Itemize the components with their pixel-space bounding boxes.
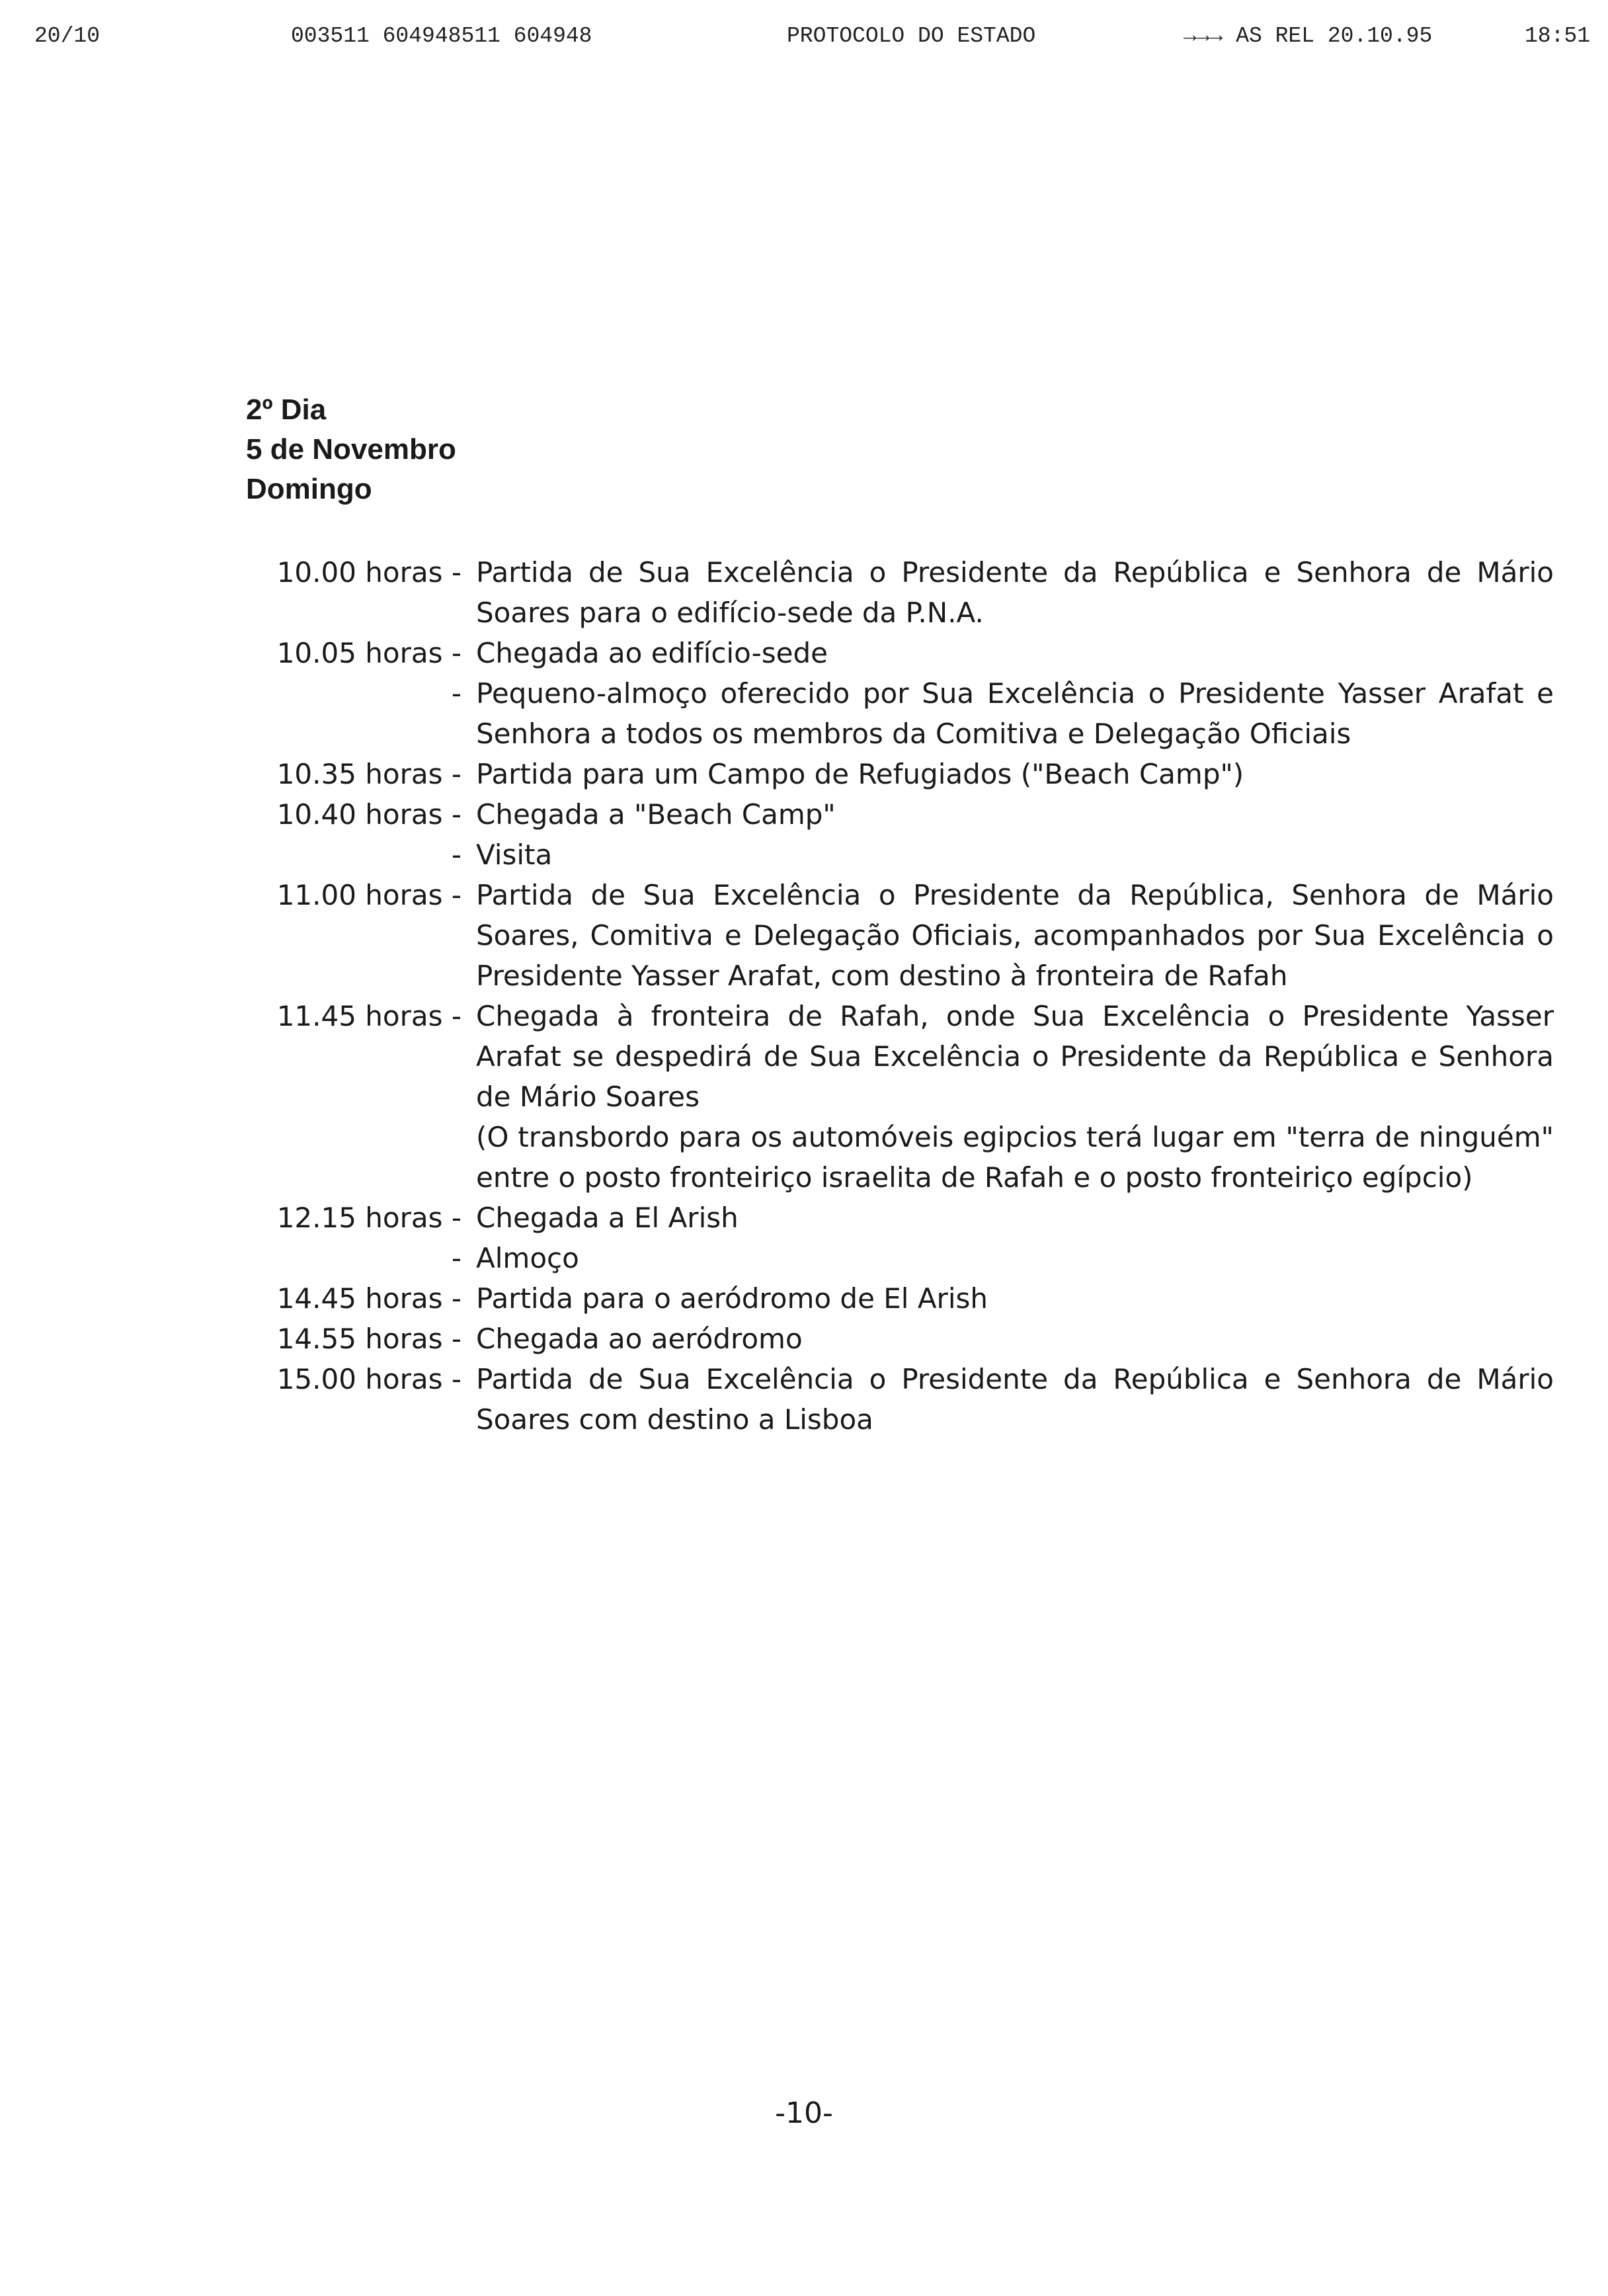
schedule-description [476, 552, 1554, 633]
day-number: 2º Dia [246, 393, 327, 426]
schedule-entry [238, 552, 1554, 633]
day-heading [246, 390, 456, 509]
schedule-time: 12.15 horas - [276, 1202, 462, 1234]
schedule-entry [238, 633, 1554, 673]
schedule-description-line: Chegada ao edifício-sede [476, 637, 828, 669]
schedule-description [476, 875, 1554, 996]
schedule-entry [238, 754, 1554, 794]
schedule-description [476, 633, 1554, 673]
schedule-description-line: Chegada a El Arish [476, 1202, 739, 1234]
schedule-entry [238, 794, 1554, 835]
schedule-description [476, 835, 1554, 875]
day-date: 5 de Novembro [246, 433, 456, 466]
schedule-description-line: Partida para o aeródromo de El Arish [476, 1282, 988, 1315]
schedule-description [476, 1238, 1554, 1278]
schedule-time: 10.00 horas - [276, 556, 462, 589]
schedule-description-line: Chegada a "Beach Camp" [476, 798, 836, 831]
schedule-time: 10.40 horas - [276, 798, 462, 831]
schedule-description [476, 794, 1554, 835]
day-weekday: Domingo [246, 473, 372, 505]
schedule-description [476, 1278, 1554, 1319]
schedule-entry [238, 1238, 1554, 1278]
schedule-description-line: (O transbordo para os automóveis egipcios terá lugar em "terra de ninguém" entre o posto fronteiriço israelita de Rafah e o posto fronteiriço egípcio) [476, 1121, 1554, 1194]
schedule-time: 10.35 horas - [276, 758, 462, 790]
schedule-description [476, 673, 1554, 754]
schedule-time: - [451, 1242, 462, 1274]
schedule-description [476, 1359, 1554, 1440]
schedule-entry [238, 1278, 1554, 1319]
schedule-description-line: Partida de Sua Excelência o Presidente da República e Senhora de Mário Soares para o edifício-sede da P.N.A. [476, 556, 1554, 629]
schedule-description-line: Partida de Sua Excelência o Presidente da República e Senhora de Mário Soares com destino a Lisboa [476, 1363, 1554, 1436]
schedule-description-line: Chegada ao aeródromo [476, 1323, 803, 1355]
schedule-time: 15.00 horas - [276, 1363, 462, 1395]
schedule-description-line: Partida de Sua Excelência o Presidente da República, Senhora de Mário Soares, Comitiva e Delegação Oficiais, acompanhados por Sua Excelência o Presidente Yasser Arafat, com destino à fronteira de Rafah [476, 879, 1554, 992]
schedule-description [476, 754, 1554, 794]
schedule-time: 14.45 horas - [276, 1282, 462, 1315]
schedule-time: 11.00 horas - [276, 879, 462, 911]
schedule-entry [238, 835, 1554, 875]
fax-date: 20/10 [34, 24, 100, 48]
schedule-time: 10.05 horas - [276, 637, 462, 669]
schedule-entry [238, 673, 1554, 754]
schedule-description-line: Chegada à fronteira de Rafah, onde Sua Excelência o Presidente Yasser Arafat se despedirá de Sua Excelência o Presidente da República e Senhora de Mário Soares [476, 1000, 1554, 1113]
fax-phone-numbers: 003511 604948511 604948 [291, 24, 592, 48]
schedule-description [476, 996, 1554, 1198]
schedule-time: 11.45 horas - [276, 1000, 462, 1032]
schedule-description-line: Visita [476, 839, 553, 871]
schedule-description-line: Pequeno-almoço oferecido por Sua Excelência o Presidente Yasser Arafat e Senhora a todos os membros da Comitiva e Delegação Oficiais [476, 677, 1554, 750]
schedule-description-line: Almoço [476, 1242, 579, 1274]
fax-time: 18:51 [1525, 24, 1591, 48]
schedule-entry [238, 996, 1554, 1198]
page-number: -10- [775, 2096, 833, 2130]
schedule-time: 14.55 horas - [276, 1323, 462, 1355]
schedule-entry [238, 875, 1554, 996]
schedule-entry [238, 1319, 1554, 1359]
schedule-description [476, 1319, 1554, 1359]
schedule-time: - [451, 677, 462, 710]
schedule-entry [238, 1359, 1554, 1440]
schedule-description-line: Partida para um Campo de Refugiados ("Beach Camp") [476, 758, 1244, 790]
fax-sender-title: PROTOCOLO DO ESTADO [787, 24, 1036, 48]
fax-station: →→→ AS REL 20.10.95 [1184, 24, 1433, 48]
schedule-description [476, 1198, 1554, 1238]
schedule-time: - [451, 839, 462, 871]
fax-header [0, 24, 1608, 63]
schedule-entry [238, 1198, 1554, 1238]
schedule-list [238, 552, 1554, 1440]
